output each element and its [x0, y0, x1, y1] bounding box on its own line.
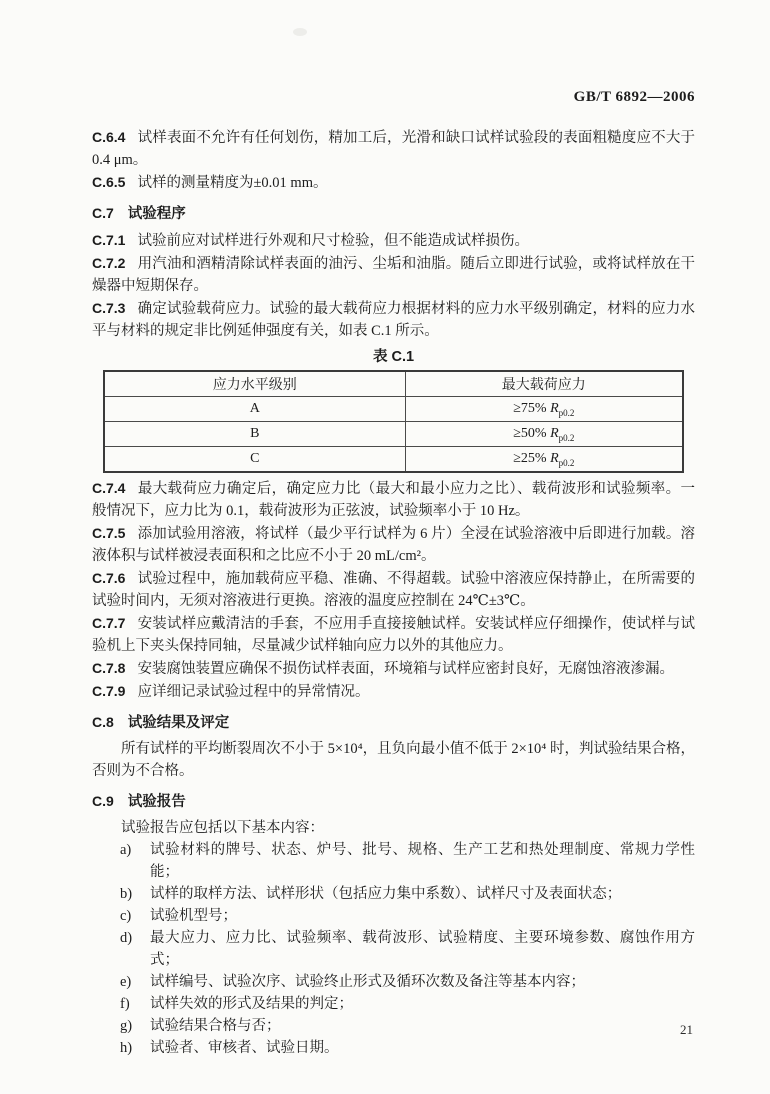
- list-item-h: [92, 1037, 695, 1059]
- cell-level: C: [104, 447, 405, 473]
- item-text: 试样失效的形式及结果的判定；: [150, 996, 353, 1012]
- item-label: f): [120, 996, 130, 1012]
- c9-intro: 试验报告应包括以下基本内容：: [121, 820, 324, 836]
- list-item-g: [92, 1015, 695, 1037]
- section-heading-c8: [92, 711, 695, 734]
- section-number: C.7: [92, 205, 114, 221]
- item-text: 试验机型号；: [150, 908, 237, 924]
- stress-value: ≥50%: [513, 425, 551, 441]
- clause-c6-4: [92, 126, 695, 171]
- stress-value: ≥25%: [513, 450, 551, 466]
- table-row: [104, 447, 683, 473]
- table-row: [104, 397, 683, 422]
- scan-artifact: [293, 28, 307, 36]
- clause-c7-9: [92, 680, 695, 703]
- table-c1: [103, 370, 684, 473]
- clause-number: C.7.4: [92, 480, 126, 496]
- clause-text: 安装试样应戴清洁的手套，不应用手直接接触试样。安装试样应仔细操作，使试样与试验机上下夹头保持同轴，尽量减少试样轴向应力以外的其他应力。: [92, 616, 695, 654]
- item-text: 最大应力、应力比、试验频率、载荷波形、试验精度、主要环境参数、腐蚀作用方式；: [150, 930, 695, 968]
- list-item-e: [92, 971, 695, 993]
- clause-text: 确定试验载荷应力。试验的最大载荷应力根据材料的应力水平级别确定，材料的应力水平与材料的规定非比例延伸强度有关，如表 C.1 所示。: [92, 301, 695, 339]
- clause-number: C.7.5: [92, 525, 126, 541]
- clause-number: C.7.2: [92, 255, 126, 271]
- section-heading-c9: [92, 790, 695, 813]
- clause-number: C.7.1: [92, 232, 126, 248]
- item-text: 试验结果合格与否；: [150, 1018, 281, 1034]
- clause-text: 应详细记录试验过程中的异常情况。: [137, 684, 370, 700]
- clause-number: C.6.5: [92, 174, 126, 190]
- clause-c7-3: [92, 297, 695, 342]
- item-label: h): [120, 1040, 133, 1056]
- stress-subscript: p0.2: [558, 407, 575, 418]
- clause-c7-1: [92, 229, 695, 252]
- clause-text: 试样的测量精度为±0.01 mm。: [137, 175, 328, 191]
- list-item-d: [92, 927, 695, 971]
- section-number: C.9: [92, 793, 114, 809]
- table-header-row: [104, 371, 683, 397]
- report-items-list: [92, 839, 695, 1059]
- section-title: 试验程序: [127, 206, 186, 222]
- clause-text: 试验过程中，施加载荷应平稳、准确、不得超载。试验中溶液应保持静止，在所需要的试验时间内，无须对溶液进行更换。溶液的温度应控制在 24℃±3℃。: [92, 571, 695, 609]
- item-text: 试样的取样方法、试样形状（包括应力集中系数）、试样尺寸及表面状态；: [150, 886, 622, 902]
- cell-level: B: [104, 422, 405, 447]
- cell-stress: [405, 397, 683, 422]
- list-item-f: [92, 993, 695, 1015]
- item-text: 试验者、审核者、试验日期。: [150, 1040, 339, 1056]
- clause-text: 安装腐蚀装置应确保不损伤试样表面，环境箱与试样应密封良好，无腐蚀溶液渗漏。: [137, 661, 674, 677]
- clause-c7-5: [92, 522, 695, 567]
- cell-level: A: [104, 397, 405, 422]
- clause-number: C.6.4: [92, 129, 126, 145]
- clause-c7-6: [92, 567, 695, 612]
- column-header-stress-level: 应力水平级别: [104, 371, 405, 397]
- document-number: GB/T 6892—2006: [573, 89, 695, 105]
- section-number: C.8: [92, 714, 114, 730]
- clause-number: C.7.3: [92, 300, 126, 316]
- clause-c7-7: [92, 612, 695, 657]
- column-header-max-load-stress: 最大载荷应力: [405, 371, 683, 397]
- clause-c7-8: [92, 657, 695, 680]
- item-label: c): [120, 908, 132, 924]
- item-text: 试验材料的牌号、状态、炉号、批号、规格、生产工艺和热处理制度、常规力学性能；: [150, 842, 695, 880]
- table-row: [104, 422, 683, 447]
- clause-c6-5: [92, 171, 695, 194]
- stress-value: ≥75%: [513, 400, 551, 416]
- clause-text: 试验前应对试样进行外观和尺寸检验，但不能造成试样损伤。: [137, 233, 529, 249]
- list-item-a: [92, 839, 695, 883]
- stress-subscript: p0.2: [558, 457, 575, 468]
- clause-text: 用汽油和酒精清除试样表面的油污、尘垢和油脂。随后立即进行试验，或将试样放在干燥器中短期保存。: [92, 256, 695, 294]
- clause-c7-4: [92, 477, 695, 522]
- item-label: a): [120, 842, 132, 858]
- clause-number: C.7.6: [92, 570, 126, 586]
- clause-text: 试样表面不允许有任何划伤，精加工后，光滑和缺口试样试验段的表面粗糙度应不大于0.4 μm。: [92, 130, 695, 168]
- cell-stress: [405, 447, 683, 473]
- c8-result-paragraph: 所有试样的平均断裂周次不小于 5×10⁴，且负向最小值不低于 2×10⁴ 时，判试验结果合格，否则为不合格。: [92, 741, 695, 779]
- clause-number: C.7.7: [92, 615, 126, 631]
- clause-text: 最大载荷应力确定后，确定应力比（最大和最小应力之比）、载荷波形和试验频率。一般情况下，应力比为 0.1，载荷波形为正弦波，试验频率小于 10 Hz。: [92, 481, 695, 519]
- section-title: 试验报告: [127, 794, 186, 810]
- clause-text: 添加试验用溶液，将试样（最少平行试样为 6 片）全浸在试验溶液中后即进行加载。溶液体积与试样被浸表面积和之比应不小于 20 mL/cm²。: [92, 526, 695, 564]
- page-number: 21: [680, 1022, 693, 1037]
- stress-symbol: R: [550, 450, 559, 466]
- list-item-b: [92, 883, 695, 905]
- stress-symbol: R: [550, 425, 559, 441]
- list-item-c: [92, 905, 695, 927]
- section-title: 试验结果及评定: [127, 715, 230, 731]
- section-heading-c7: [92, 202, 695, 225]
- clause-number: C.7.8: [92, 660, 126, 676]
- item-label: d): [120, 930, 133, 946]
- item-label: e): [120, 974, 132, 990]
- item-text: 试样编号、试验次序、试验终止形式及循环次数及备注等基本内容；: [150, 974, 585, 990]
- clause-c7-2: [92, 252, 695, 297]
- stress-subscript: p0.2: [558, 432, 575, 443]
- item-label: g): [120, 1018, 133, 1034]
- item-label: b): [120, 886, 133, 902]
- stress-symbol: R: [550, 400, 559, 416]
- cell-stress: [405, 422, 683, 447]
- clause-number: C.7.9: [92, 683, 126, 699]
- table-caption: 表 C.1: [372, 349, 415, 365]
